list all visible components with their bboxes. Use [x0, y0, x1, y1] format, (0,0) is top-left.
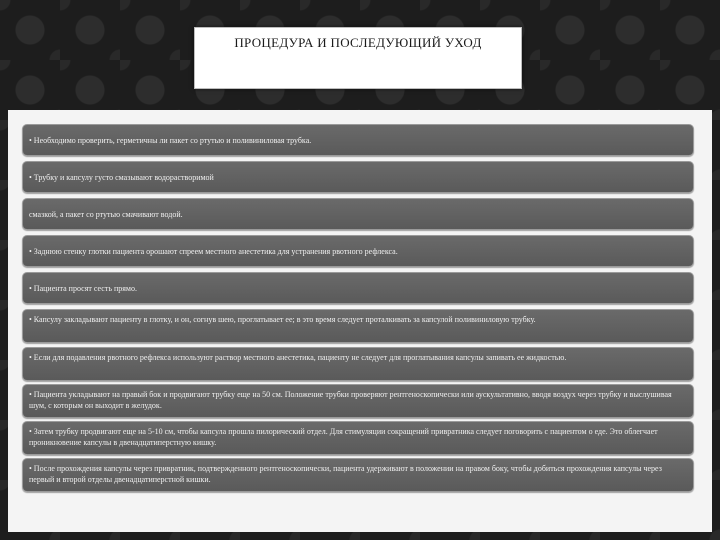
bullet-6: • Капсулу закладывают пациенту в глотку, и он, согнув шею, проглатывает ее; в это время следует проталкивать за капсулой поливиниловую трубку.: [22, 309, 694, 343]
bullet-4: • Заднюю стенку глотки пациента орошают спреем местного анестетика для устранения рвотного рефлекса.: [22, 235, 694, 267]
bullet-7: • Если для подавления рвотного рефлекса используют раствор местного анестетика, пациенту не следует для проглатывания капсулы запивать ее жидкостью.: [22, 347, 694, 381]
title-box: [194, 27, 522, 89]
content-area: [8, 110, 712, 532]
bullet-5: • Пациента просят сесть прямо.: [22, 272, 694, 304]
bullet-9: • Затем трубку продвигают еще на 5-10 см, чтобы капсула прошла пилорический отдел. Для стимуляции сокращений привратника следует поговорить с пациентом о еде. Это облегчает проникновение капсулы в двенадцатиперстную кишку.: [22, 421, 694, 455]
bullet-10: • После прохождения капсулы через привратник, подтвержденного рентгеноскопически, пациента удерживают в положении на правом боку, чтобы добиться прохождения капсулы через первый и второй отделы двенадцатиперстной кишки.: [22, 458, 694, 492]
bullet-3: смазкой, а пакет со ртутью смачивают водой.: [22, 198, 694, 230]
bullet-8: • Пациента укладывают на правый бок и продвигают трубку еще на 50 см. Положение трубки проверяют рентгеноскопически или аускультативно, вводя воздух через трубку и выслушивая шум, с которым он выходит в желудок.: [22, 384, 694, 418]
slide-title: ПРОЦЕДУРА И ПОСЛЕДУЮЩИЙ УХОД: [234, 35, 482, 50]
bullet-1: • Необходимо проверить, герметичны ли пакет со ртутью и поливиниловая трубка.: [22, 124, 694, 156]
bullet-2: • Трубку и капсулу густо смазывают водорастворимой: [22, 161, 694, 193]
